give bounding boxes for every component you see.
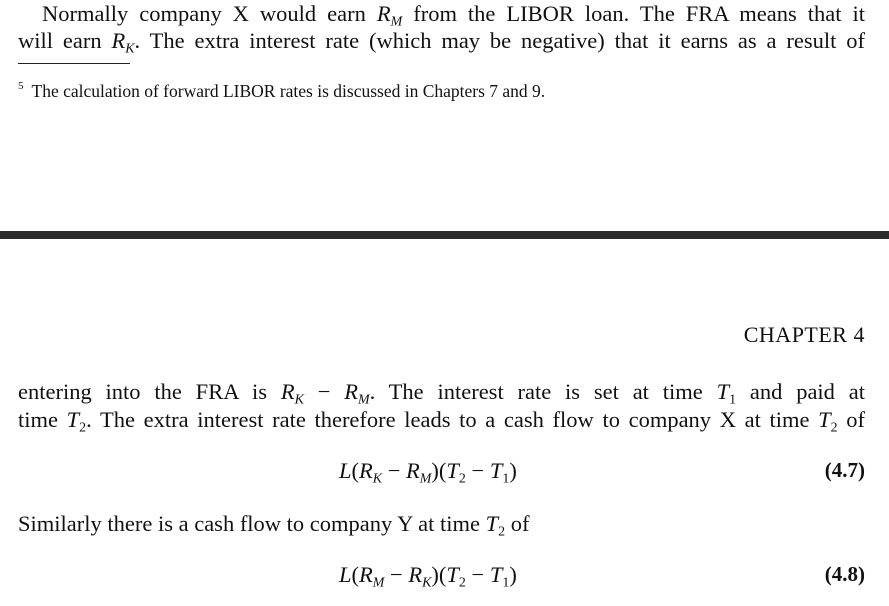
- footnote-marker: 5: [18, 80, 24, 92]
- footnote: [18, 75, 545, 102]
- bottom-paragraph-line-3: Similarly there is a cash flow to company Y at time $T_2$ of: [18, 511, 530, 540]
- equation-4-8: $L(R_M - R_K)(T_2 - T_1)$: [339, 562, 517, 591]
- chapter-heading: CHAPTER 4: [743, 322, 865, 347]
- top-paragraph-line-1: Normally company X would earn $R_M$ from the LIBOR loan. The FRA means that it: [42, 1, 865, 30]
- page-divider: [0, 231, 889, 239]
- equation-number-4-7: (4.7): [824, 458, 865, 482]
- top-paragraph-line-2: will earn $R_K$. The extra interest rate (which may be negative) that it earns as a result of: [18, 28, 865, 57]
- footnote-rule: [18, 63, 130, 64]
- equation-4-7: $L(R_K - R_M)(T_2 - T_1)$: [339, 458, 517, 487]
- footnote-text: The calculation of forward LIBOR rates is discussed in Chapters 7 and 9.: [31, 81, 546, 101]
- bottom-paragraph-line-1: entering into the FRA is $R_K - R_M$. The interest rate is set at time $T_1$ and paid at: [18, 379, 865, 408]
- equation-number-4-8: (4.8): [824, 562, 865, 586]
- bottom-paragraph-line-2: time $T_2$. The extra interest rate therefore leads to a cash flow to company X at time $T_2$ of: [18, 407, 865, 436]
